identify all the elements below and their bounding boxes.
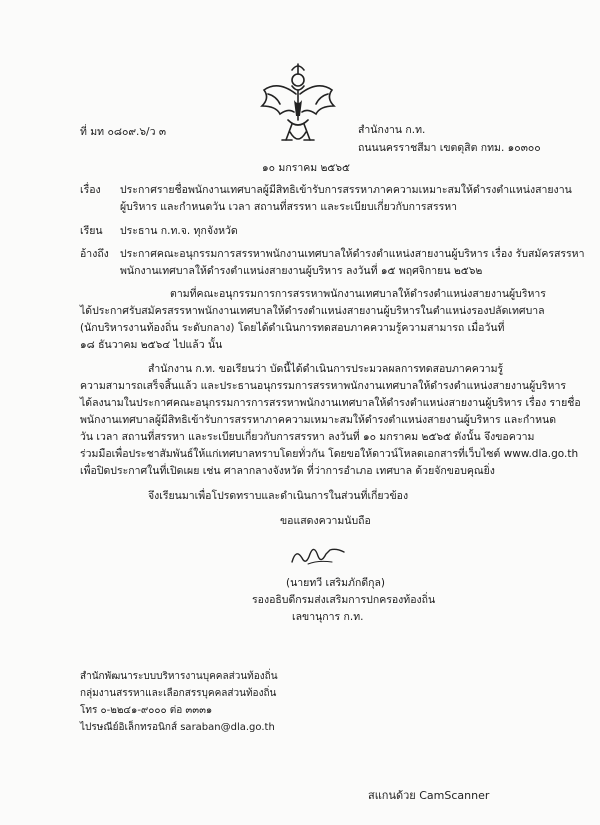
paragraph-2-line: พนักงานเทศบาลผู้มีสิทธิเข้ารับการสรรหาภาคความเหมาะสมให้ดำรงตำแหน่งสายงานผู้บริหาร และกำหนด bbox=[80, 414, 557, 426]
recipient-text: ประธาน ก.ท.จ. ทุกจังหวัด bbox=[120, 225, 238, 237]
signatory-title-1: รองอธิบดีกรมส่งเสริมการปกครองท้องถิ่น bbox=[252, 594, 436, 606]
recipient-label: เรียน bbox=[80, 225, 103, 237]
footer-email: ไปรษณีย์อิเล็กทรอนิกส์ saraban@dla.go.th bbox=[80, 722, 275, 733]
signatory-name: (นายทวี เสริมภักดีกุล) bbox=[286, 577, 386, 589]
reference-label: อ้างถึง bbox=[80, 248, 109, 260]
salutation: ขอแสดงความนับถือ bbox=[280, 515, 371, 527]
paragraph-2-line: ร่วมมือเพื่อประชาสัมพันธ์ให้แก่เทศบาลทราบโดยทั่วกัน โดยขอให้ดาวน์โหลดเอกสารที่เว็บไซต์ www.dla.go.th bbox=[80, 448, 579, 460]
reference-line-2: พนักงานเทศบาลให้ดำรงตำแหน่งสายงานผู้บริหาร ลงวันที่ ๑๕ พฤศจิกายน ๒๕๖๒ bbox=[120, 265, 483, 277]
letter-date: ๑๐ มกราคม ๒๕๖๕ bbox=[262, 162, 350, 174]
reference-number: ที่ มท ๐๘๐๙.๖/ว ๓ bbox=[80, 126, 166, 138]
signatory-title-2: เลขานุการ ก.ท. bbox=[292, 611, 364, 623]
footer-group: กลุ่มงานสรรหาและเลือกสรรบุคคลส่วนท้องถิ่น bbox=[80, 688, 277, 699]
camscanner-watermark: สแกนด้วย CamScanner bbox=[368, 789, 490, 802]
subject-line-1: ประกาศรายชื่อพนักงานเทศบาลผู้มีสิทธิเข้ารับการสรรหาภาคความเหมาะสมให้ดำรงตำแหน่งสายงาน bbox=[120, 184, 572, 196]
subject-label: เรื่อง bbox=[80, 184, 101, 196]
footer-department: สำนักพัฒนาระบบบริหารงานบุคคลส่วนท้องถิ่น bbox=[80, 671, 278, 682]
closing-text: จึงเรียนมาเพื่อโปรดทราบและดำเนินการในส่วนที่เกี่ยวข้อง bbox=[148, 490, 409, 502]
paragraph-1-line: ตามที่คณะอนุกรรมการการสรรหาพนักงานเทศบาลให้ดำรงตำแหน่งสายงานผู้บริหาร bbox=[170, 288, 546, 300]
office-name: สำนักงาน ก.ท. bbox=[358, 124, 426, 136]
garuda-emblem-icon bbox=[258, 60, 338, 148]
footer-phone: โทร ๐-๒๒๔๑-๙๐๐๐ ต่อ ๓๓๓๑ bbox=[80, 705, 213, 716]
paragraph-2-line: ได้ลงนามในประกาศคณะอนุกรรมการการสรรหาพนักงานเทศบาลให้ดำรงตำแหน่งสายงานผู้บริหาร เรื่อง รายชื่อ bbox=[80, 397, 581, 409]
office-address: ถนนนครราชสีมา เขตดุสิต กทม. ๑๐๓๐๐ bbox=[358, 142, 541, 154]
paragraph-2-line: ความสามารถเสร็จสิ้นแล้ว และประธานอนุกรรมการสรรหาพนักงานเทศบาลให้ดำรงตำแหน่งสายงานผู้บริหาร bbox=[80, 380, 567, 392]
reference-line-1: ประกาศคณะอนุกรรมการสรรหาพนักงานเทศบาลให้ดำรงตำแหน่งสายงานผู้บริหาร เรื่อง รับสมัครสรรหา bbox=[120, 248, 585, 260]
subject-line-2: ผู้บริหาร และกำหนดวัน เวลา สถานที่สรรหา และระเบียบเกี่ยวกับการสรรหา bbox=[120, 201, 458, 213]
paragraph-1-line: ได้ประกาศรับสมัครสรรหาพนักงานเทศบาลให้ดำรงตำแหน่งสายงานผู้บริหารในตำแหน่งรองปลัดเทศบาล bbox=[80, 305, 545, 317]
paragraph-2-line: เพื่อปิดประกาศในที่เปิดเผย เช่น ศาลากลางจังหวัด ที่ว่าการอำเภอ เทศบาล ด้วยจักขอบคุณยิ่ง bbox=[80, 465, 495, 477]
paragraph-1-line: (นักบริหารงานท้องถิ่น ระดับกลาง) โดยได้ดำเนินการทดสอบภาคความรู้ความสามารถ เมื่อวันที่ bbox=[80, 322, 505, 334]
paragraph-2-line: สำนักงาน ก.ท. ขอเรียนว่า บัดนี้ได้ดำเนินการประมวลผลการทดสอบภาคความรู้ bbox=[148, 363, 504, 375]
handwritten-signature-icon bbox=[288, 540, 348, 570]
paragraph-2-line: วัน เวลา สถานที่สรรหา และระเบียบเกี่ยวกับการสรรหา ลงวันที่ ๑๐ มกราคม ๒๕๖๕ ดังนั้น จึงขอความ bbox=[80, 431, 535, 443]
paragraph-1-line: ๑๘ ธันวาคม ๒๕๖๔ ไปแล้ว นั้น bbox=[80, 339, 223, 351]
